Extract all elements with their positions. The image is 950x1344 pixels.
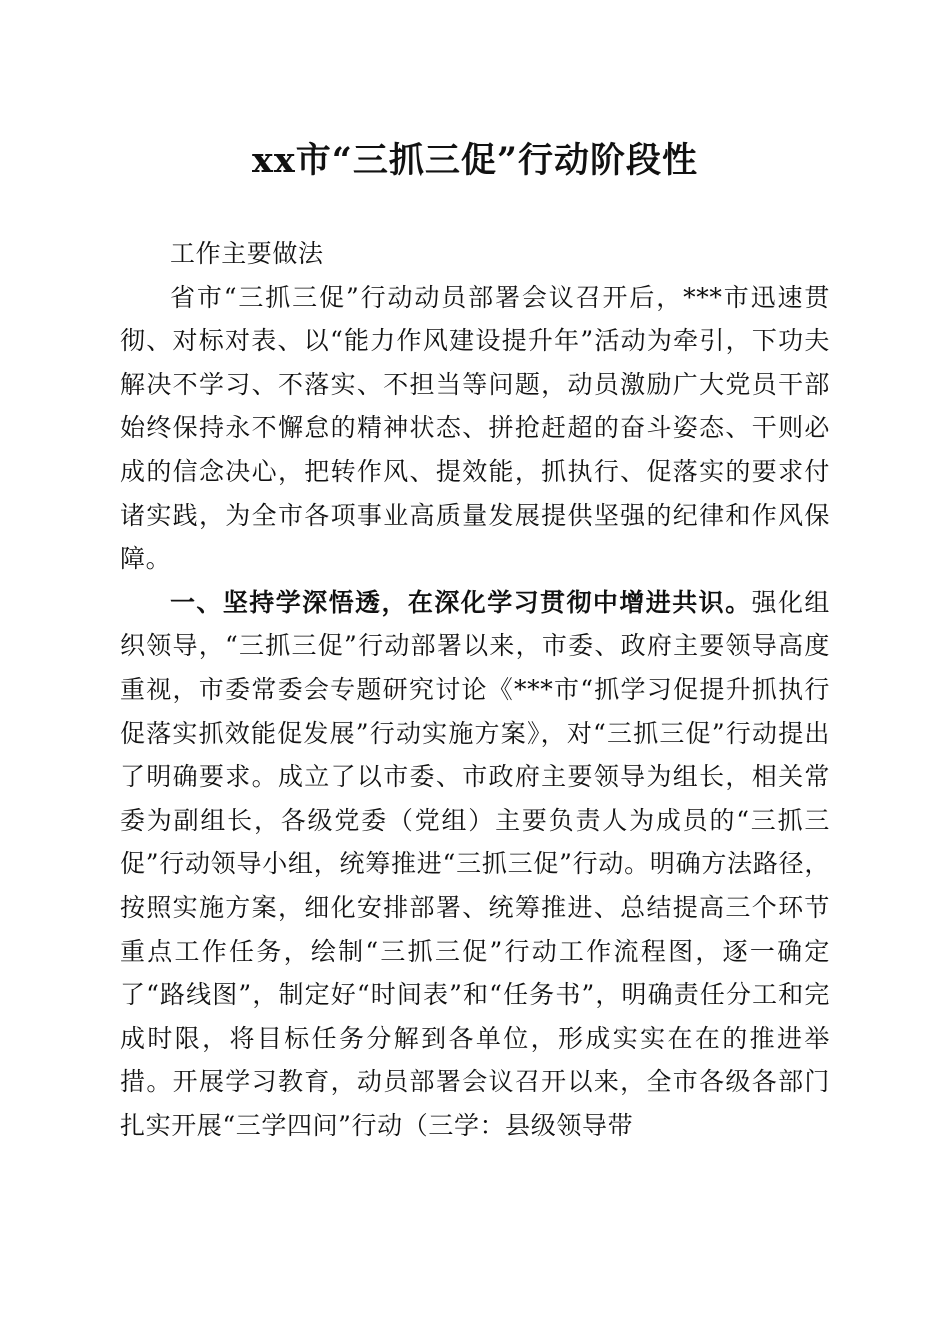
document-body (120, 232, 830, 1147)
section-label: 工作主要做法 (170, 239, 324, 268)
document-title: xx市“三抓三促”行动阶段性 (252, 140, 698, 181)
intro-paragraph: 省市“三抓三促”行动动员部署会议召开后，***市迅速贯彻、对标对表、以“能力作风建设提升年”活动为牵引，下功夫解决不学习、不落实、不担当等问题，动员激励广大党员干部始终保持永不懈怠的精神状态、拼抢赶超的奋斗姿态、干则必成的信念决心，把转作风、提效能，抓执行、促落实的要求付诸实践，为全市各项事业高质量发展提供坚强的纪律和作风保障。 (120, 282, 830, 574)
section-1-paragraph (120, 581, 830, 1148)
section-1-text: 强化组织领导，“三抓三促”行动部署以来，市委、政府主要领导高度重视，市委常委会专题研究讨论《***市“抓学习促提升抓执行促落实抓效能促发展”行动实施方案》，对“三抓三促”行动提出了明确要求。成立了以市委、市政府主要领导为组长，相关常委为副组长，各级党委（党组）主要负责人为成员的“三抓三促”行动领导小组，统筹推进“三抓三促”行动。明确方法路径，按照实施方案，细化安排部署、统筹推进、总结提高三个环节重点工作任务，绘制“三抓三促”行动工作流程图，逐一确定了“路线图”，制定好“时间表”和“任务书”，明确责任分工和完成时限，将目标任务分解到各单位，形成实实在在的推进举措。开展学习教育，动员部署会议召开以来，全市各级各部门扎实开展“三学四问”行动（三学：县级领导带 (120, 587, 830, 1140)
section-1-heading: 一、坚持学深悟透，在深化学习贯彻中增进共识。 (170, 587, 752, 617)
